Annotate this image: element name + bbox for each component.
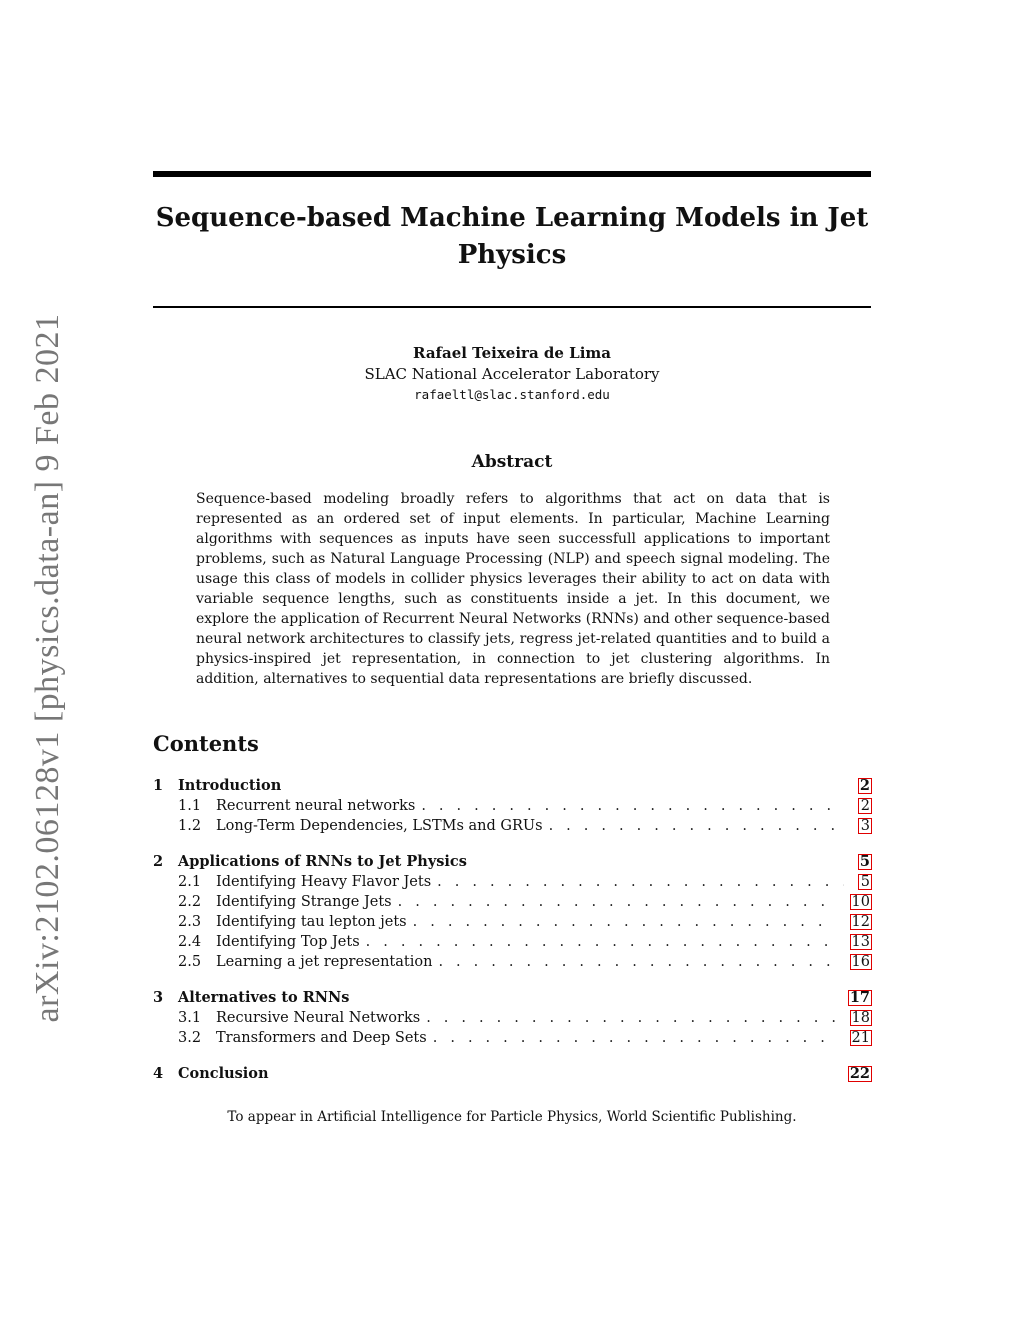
- toc-dot-leader: [421, 796, 844, 816]
- title-bottom-rule: [153, 306, 871, 308]
- author-block: [153, 343, 871, 406]
- toc-section-entry[interactable]: [153, 852, 872, 872]
- toc-dot-leader: [426, 1008, 835, 1028]
- toc-subsection-number: 2.4: [178, 934, 202, 950]
- toc-subsection-entry[interactable]: [153, 1008, 872, 1028]
- toc-section: [153, 1064, 872, 1084]
- toc-dot-leader: [433, 1028, 836, 1048]
- toc-page-link[interactable]: 17: [849, 989, 870, 1006]
- toc-dot-leader: [413, 912, 836, 932]
- toc-subsection-title: Identifying tau lepton jets: [216, 914, 407, 930]
- toc-page-link[interactable]: 5: [858, 874, 872, 890]
- toc-subsection-entry[interactable]: [153, 952, 872, 972]
- toc-page-link[interactable]: 2: [859, 777, 870, 794]
- toc-page-link[interactable]: 2: [858, 798, 872, 814]
- toc-subsection-number: 3.1: [178, 1010, 202, 1026]
- paper-title: Sequence-based Machine Learning Models in Jet Physics: [155, 203, 869, 270]
- toc-section: [153, 852, 872, 972]
- toc-subsection-number: 3.2: [178, 1030, 202, 1046]
- toc-page-link[interactable]: 22: [849, 1065, 870, 1082]
- toc-page-link[interactable]: 16: [851, 954, 870, 970]
- arxiv-identifier-stamp: [0, 0, 90, 1325]
- toc-section-title: Conclusion: [178, 1065, 269, 1082]
- toc-dot-leader: [438, 952, 835, 972]
- toc-section: [153, 988, 872, 1048]
- publication-footnote: To appear in Artificial Intelligence for Particle Physics, World Scientific Publishing.: [227, 1109, 797, 1125]
- toc-subsection-entry[interactable]: [153, 1028, 872, 1048]
- toc-section-title: Alternatives to RNNs: [178, 989, 350, 1006]
- arxiv-identifier-text: arXiv:2102.06128v1 [physics.data-an] 9 Feb 2021: [29, 313, 66, 1023]
- toc-subsection-title: Learning a jet representation: [216, 954, 433, 970]
- toc-page-link[interactable]: 12: [851, 914, 870, 930]
- table-of-contents: [153, 776, 872, 1100]
- toc-page-link[interactable]: 18: [851, 1010, 870, 1026]
- toc-section-number: 1: [153, 777, 164, 794]
- toc-subsection-entry[interactable]: [153, 932, 872, 952]
- toc-subsection-title: Recursive Neural Networks: [216, 1010, 421, 1026]
- toc-subsection-entry[interactable]: [153, 892, 872, 912]
- toc-section-entry[interactable]: [153, 776, 872, 796]
- toc-page-link[interactable]: 10: [851, 894, 870, 910]
- author-email: rafaeltl@slac.stanford.edu: [414, 387, 610, 402]
- toc-subsection-title: Identifying Top Jets: [216, 934, 360, 950]
- toc-page-link[interactable]: 13: [851, 934, 870, 950]
- abstract-heading: Abstract: [471, 452, 553, 472]
- toc-dot-leader: [366, 932, 836, 952]
- toc-subsection-number: 2.3: [178, 914, 202, 930]
- contents-heading: Contents: [153, 731, 259, 756]
- toc-subsection-number: 1.1: [178, 798, 202, 814]
- toc-subsection-title: Long-Term Dependencies, LSTMs and GRUs: [216, 818, 543, 834]
- toc-subsection-number: 1.2: [178, 818, 202, 834]
- toc-section-entry[interactable]: [153, 1064, 872, 1084]
- author-affiliation: SLAC National Accelerator Laboratory: [364, 365, 660, 383]
- toc-dot-leader: [398, 892, 836, 912]
- toc-subsection-number: 2.5: [178, 954, 202, 970]
- toc-page-link[interactable]: 3: [858, 818, 872, 834]
- toc-section-number: 3: [153, 989, 164, 1006]
- toc-section-title: Applications of RNNs to Jet Physics: [178, 853, 467, 870]
- toc-section-number: 4: [153, 1065, 164, 1082]
- toc-subsection-title: Recurrent neural networks: [216, 798, 416, 814]
- abstract-body: Sequence-based modeling broadly refers to algorithms that act on data that is represented as an ordered set of input elements. In particular, Machine Learning algorithms with sequences as inputs have seen successfull applications to important problems, such as Natural Language Processing (NLP) and speech signal modeling. The usage this class of models in collider physics leverages their ability to act on data with variable sequence lengths, such as constituents inside a jet. In this document, we explore the application of Recurrent Neural Networks (RNNs) and other sequence-based neural network architectures to classify jets, regress jet-related quantities and to build a physics-inspired jet representation, in connection to jet clustering algorithms. In addition, alternatives to sequential data representations are briefly discussed.: [196, 491, 830, 687]
- toc-subsection-title: Identifying Strange Jets: [216, 894, 392, 910]
- author-name: Rafael Teixeira de Lima: [413, 344, 611, 362]
- title-top-rule: [153, 171, 871, 177]
- toc-page-link[interactable]: 5: [859, 853, 870, 870]
- toc-subsection-entry[interactable]: [153, 816, 872, 836]
- toc-subsection-entry[interactable]: [153, 796, 872, 816]
- toc-subsection-number: 2.1: [178, 874, 202, 890]
- toc-section-entry[interactable]: [153, 988, 872, 1008]
- toc-subsection-title: Identifying Heavy Flavor Jets: [216, 874, 432, 890]
- toc-dot-leader: [549, 816, 844, 836]
- toc-section-title: Introduction: [178, 777, 282, 794]
- toc-subsection-number: 2.2: [178, 894, 202, 910]
- toc-subsection-entry[interactable]: [153, 872, 872, 892]
- toc-section: [153, 776, 872, 836]
- toc-subsection-title: Transformers and Deep Sets: [216, 1030, 427, 1046]
- toc-dot-leader: [437, 872, 844, 892]
- toc-subsection-entry[interactable]: [153, 912, 872, 932]
- toc-page-link[interactable]: 21: [851, 1030, 870, 1046]
- toc-section-number: 2: [153, 853, 164, 870]
